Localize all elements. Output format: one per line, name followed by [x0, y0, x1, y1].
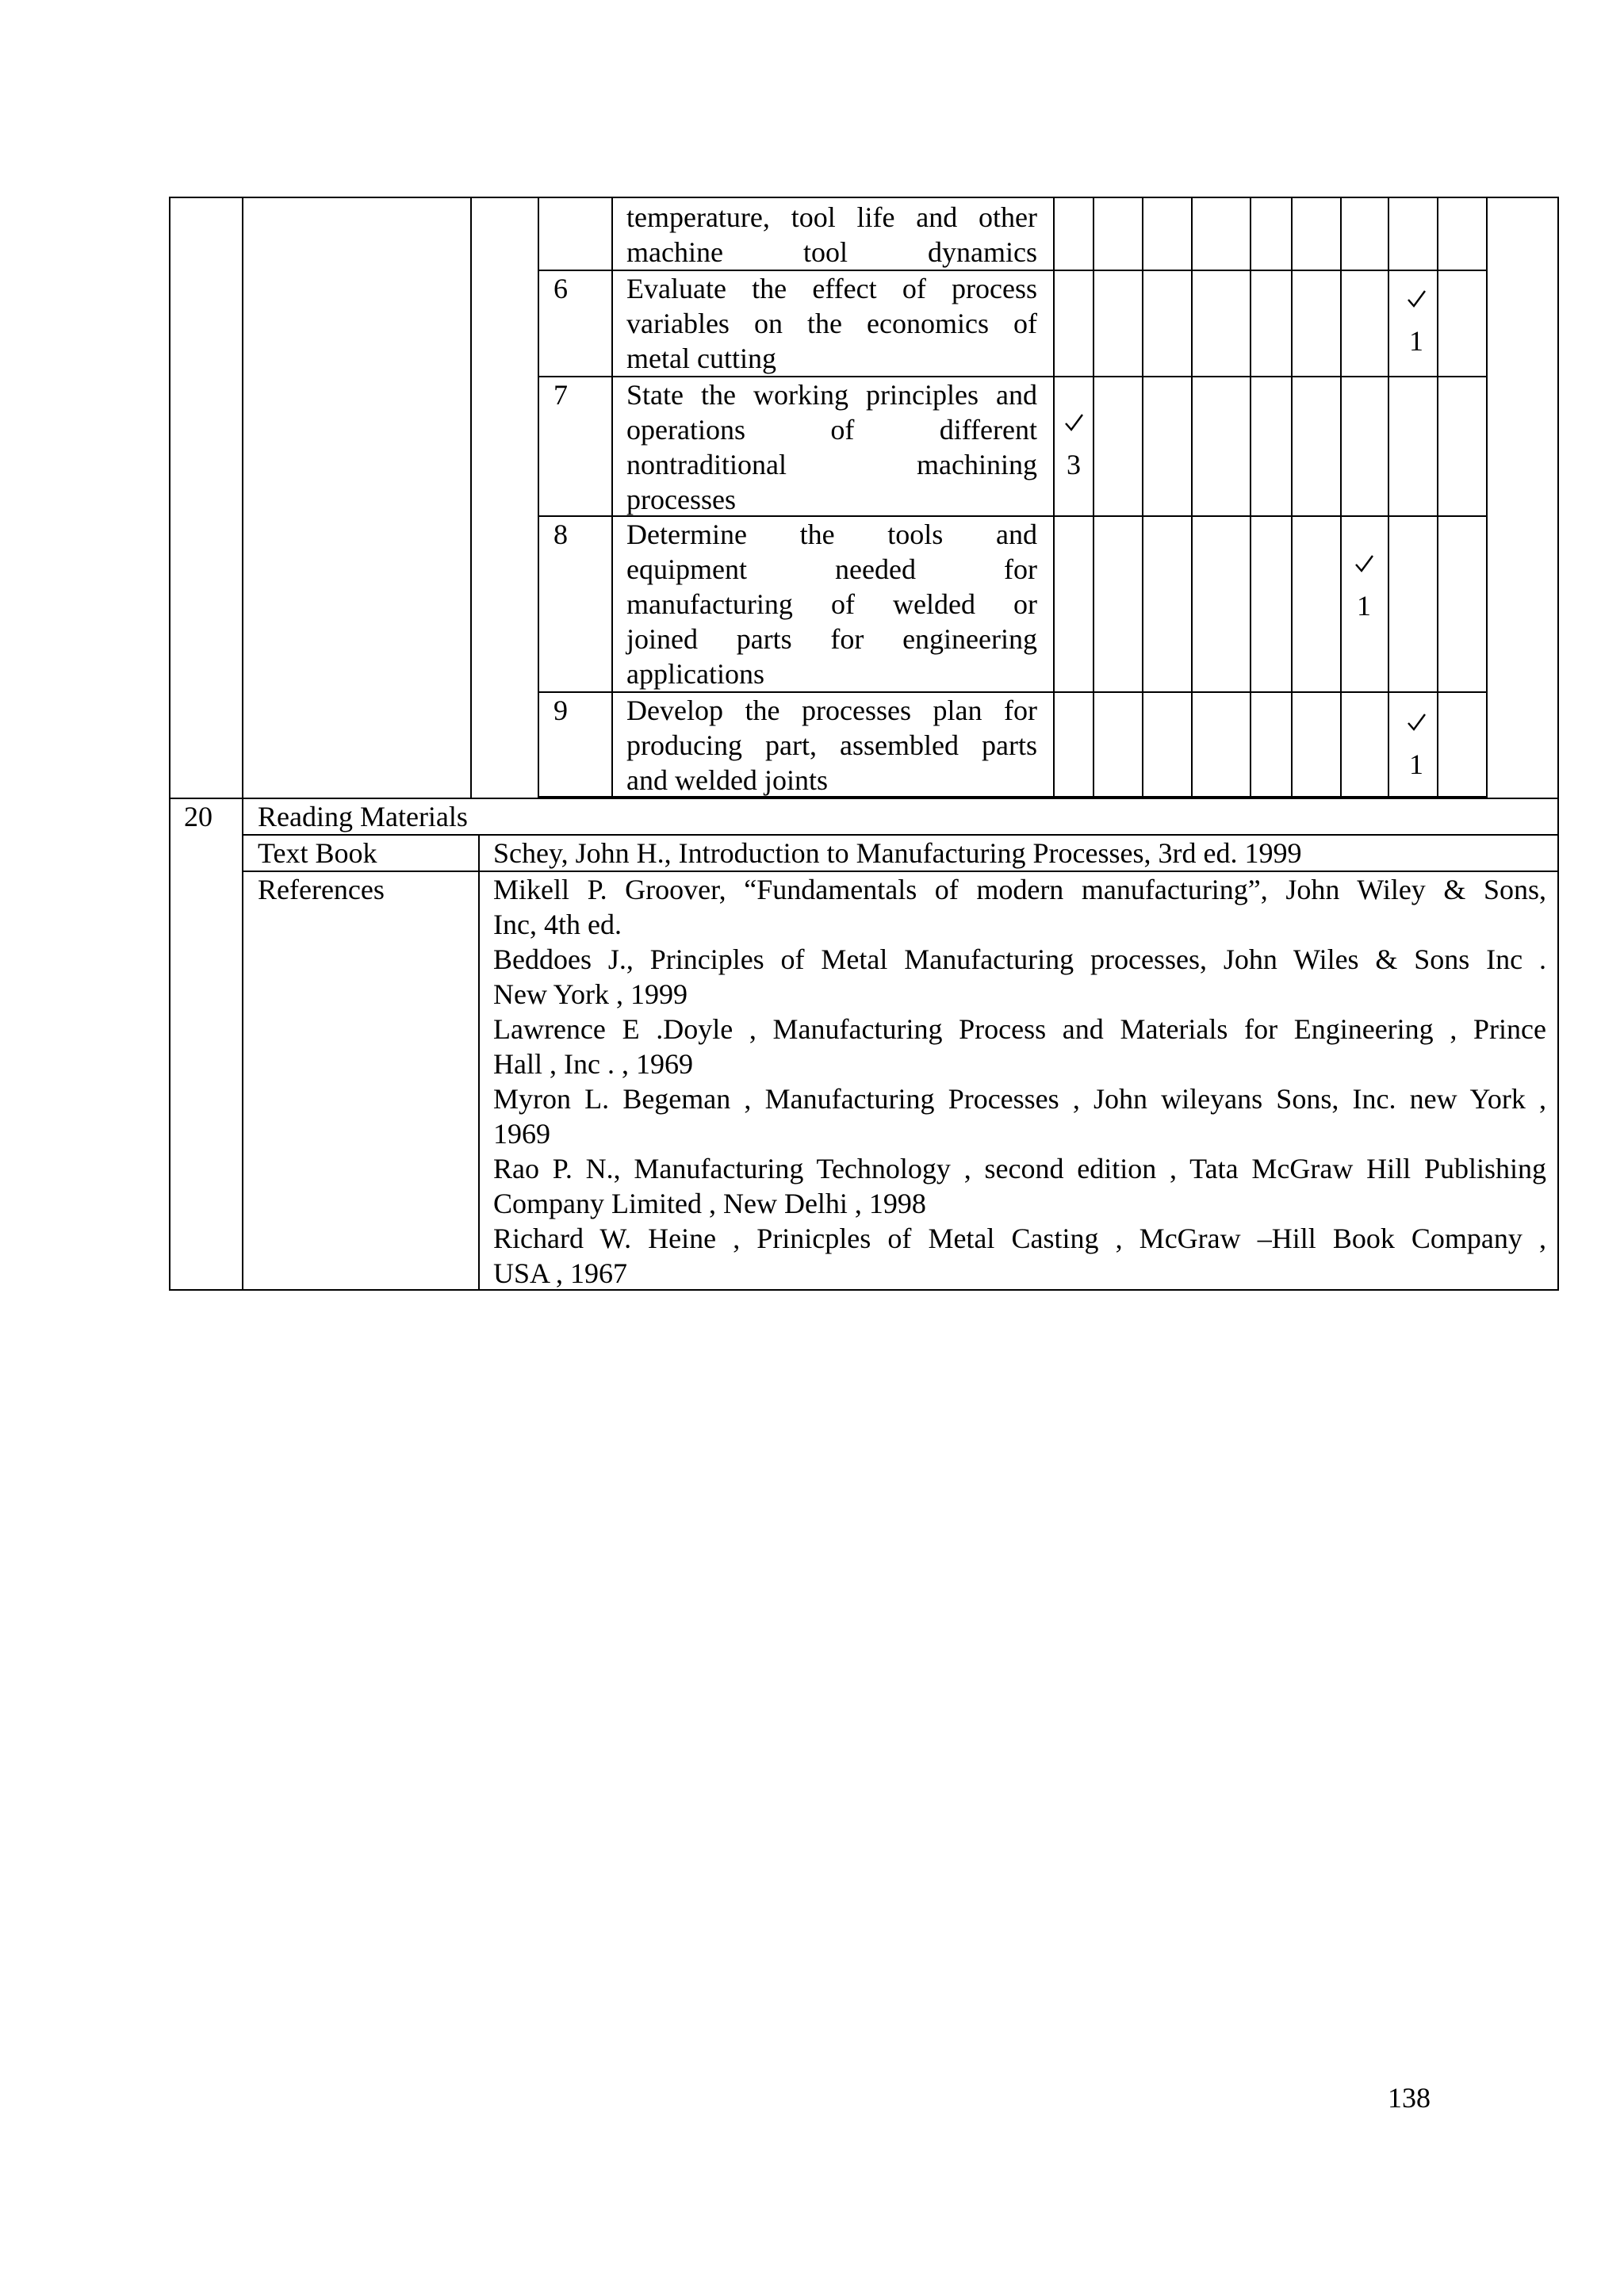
outcome-line: Determine the tools and [626, 519, 1037, 550]
check-icon [1340, 553, 1388, 588]
reference-line: USA , 1967 [493, 1257, 628, 1289]
reference-line: Inc, 4th ed. [493, 909, 622, 940]
check-mark [1392, 706, 1440, 782]
reference-line: Company Limited , New Delhi , 1998 [493, 1188, 926, 1219]
section-number: 20 [184, 801, 213, 832]
check-mark [1392, 282, 1440, 358]
outcome-line: processes [626, 484, 736, 515]
check-mark [1050, 406, 1097, 482]
check-level: 1 [1357, 590, 1371, 622]
reference-line: New York , 1999 [493, 978, 688, 1010]
check-icon [1392, 289, 1440, 323]
outcome-line: metal cutting [626, 342, 776, 374]
outcome-line: equipment needed for [626, 553, 1037, 585]
outcome-line: and welded joints [626, 764, 828, 796]
outcome-line: variables on the economics of [626, 308, 1037, 339]
outcome-text [626, 517, 1037, 691]
check-level: 1 [1409, 325, 1423, 357]
reference-line: Beddoes J., Principles of Metal Manufacturing processes, John Wiles & Sons Inc . [493, 943, 1546, 975]
outcome-number: 6 [553, 273, 568, 304]
reference-entry [493, 1221, 1546, 1291]
check-icon [1392, 712, 1440, 747]
check-icon [1050, 412, 1097, 447]
check-mark [1340, 547, 1388, 623]
reference-entry [493, 872, 1546, 942]
outcome-number: 9 [553, 695, 568, 726]
reference-line: Mikell P. Groover, “Fundamentals of modern manufacturing”, John Wiley & Sons, [493, 874, 1546, 905]
reference-line: Hall , Inc . , 1969 [493, 1048, 693, 1080]
outcome-line: State the working principles and [626, 379, 1037, 411]
outcome-line: Evaluate the effect of process [626, 273, 1037, 304]
text-book-label: Text Book [258, 837, 377, 869]
check-level: 3 [1067, 449, 1081, 480]
reference-line: Richard W. Heine , Prinicples of Metal Casting , McGraw –Hill Book Company , [493, 1223, 1546, 1254]
outcome-line: nontraditional machining [626, 449, 1037, 480]
reference-line: Myron L. Begeman , Manufacturing Processes , John wileyans Sons, Inc. new York , [493, 1083, 1546, 1115]
references-label: References [258, 874, 385, 905]
outcome-line: operations of different [626, 414, 1037, 446]
reference-line: Rao P. N., Manufacturing Technology , second edition , Tata McGraw Hill Publishing [493, 1153, 1546, 1184]
outcome-line: producing part, assembled parts [626, 729, 1037, 761]
outcome-number: 8 [553, 519, 568, 550]
reference-line: 1969 [493, 1118, 550, 1150]
outcome-line: manufacturing of welded or [626, 588, 1037, 620]
outcome-text [626, 271, 1037, 376]
outcome-line: joined parts for engineering [626, 623, 1037, 655]
outcome-line: machine tool dynamics [626, 236, 1037, 268]
reference-entry [493, 942, 1546, 1012]
outcome-number: 7 [553, 379, 568, 411]
reference-entry [493, 1012, 1546, 1081]
outcome-line: Develop the processes plan for [626, 695, 1037, 726]
text-book-entry: Schey, John H., Introduction to Manufacturing Processes, 3rd ed. 1999 [493, 837, 1302, 869]
outcome-text [626, 200, 1037, 270]
page-number: 138 [1388, 2082, 1431, 2114]
outcome-text [626, 377, 1037, 517]
reference-entry [493, 1081, 1546, 1151]
outcome-line: temperature, tool life and other [626, 201, 1037, 233]
outcome-text [626, 693, 1037, 798]
outcome-line: applications [626, 658, 764, 690]
section-title: Reading Materials [258, 801, 468, 832]
check-level: 1 [1409, 748, 1423, 780]
reference-entry [493, 1151, 1546, 1221]
reference-line: Lawrence E .Doyle , Manufacturing Process and Materials for Engineering , Prince [493, 1013, 1546, 1045]
